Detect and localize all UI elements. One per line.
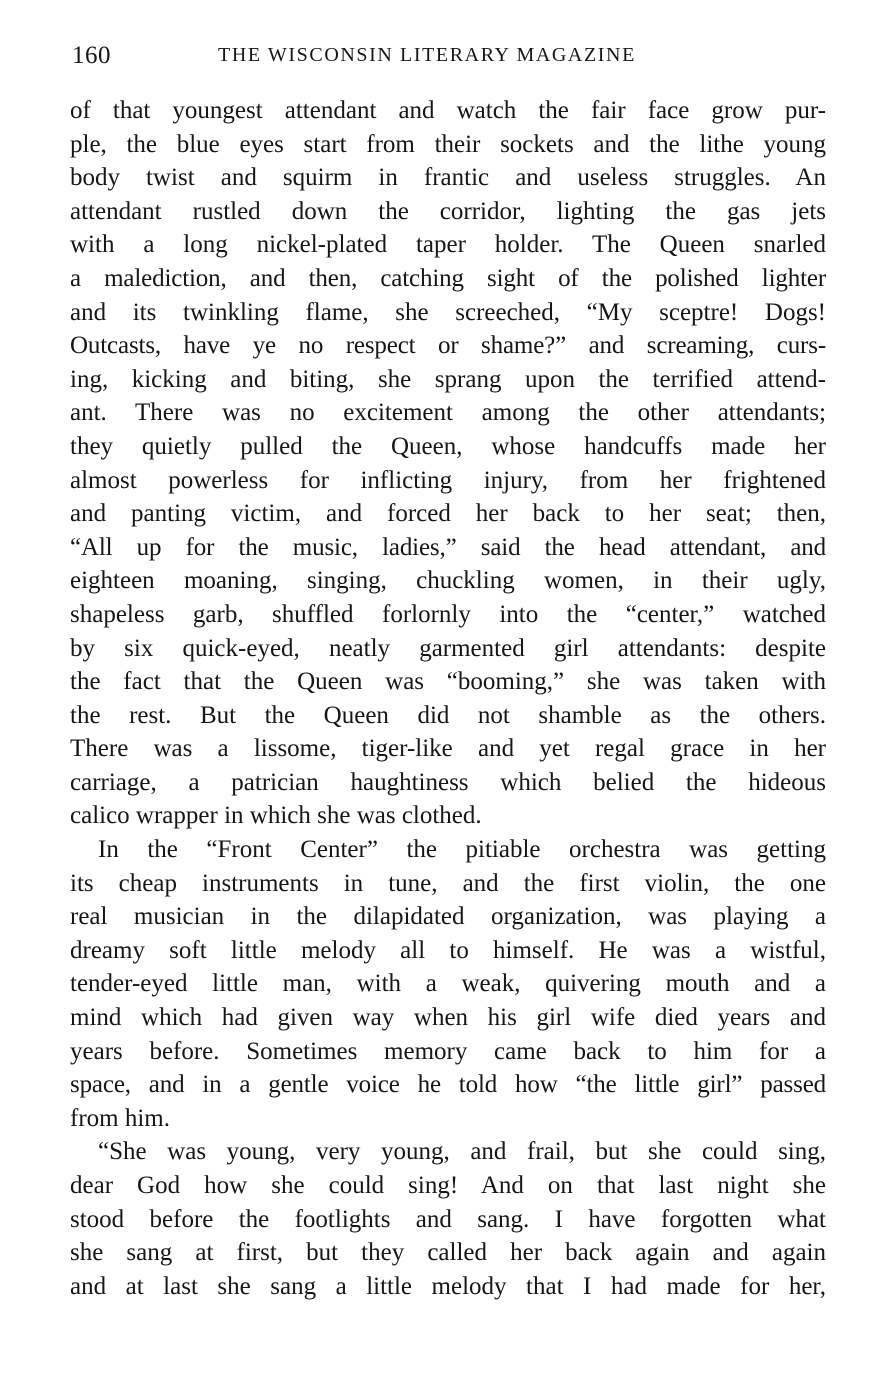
text-line: its cheap instruments in tune, and the first violin, the one — [70, 869, 826, 897]
text-line: dreamy soft little melody all to himself. He was a wistful, — [70, 936, 826, 964]
page-header — [72, 38, 832, 74]
text-line: stood before the footlights and sang. I have forgotten what — [70, 1205, 826, 1233]
text-line: the rest. But the Queen did not shamble as the others. — [70, 701, 826, 729]
text-line: with a long nickel-plated taper holder. The Queen snarled — [70, 231, 826, 259]
text-line: of that youngest attendant and watch the fair face grow pur- — [70, 97, 826, 124]
text-line: and panting victim, and forced her back to her seat; then, — [70, 500, 826, 528]
body-text — [70, 94, 826, 1303]
text-line: “She was young, very young, and frail, but she could sing, — [98, 1138, 826, 1166]
text-line: by six quick-eyed, neatly garmented girl attendants: despite — [70, 634, 826, 662]
text-line: attendant rustled down the corridor, lighting the gas jets — [70, 197, 826, 225]
page-number: 160 — [72, 42, 111, 69]
text-line: tender-eyed little man, with a weak, quivering mouth and a — [70, 970, 826, 998]
text-line: they quietly pulled the Queen, whose handcuffs made her — [70, 432, 826, 460]
text-line: ple, the blue eyes start from their sockets and the lithe young — [70, 130, 826, 158]
text-line: body twist and squirm in frantic and useless struggles. An — [70, 164, 826, 192]
text-line: dear God how she could sing! And on that last night she — [70, 1172, 826, 1199]
text-line: the fact that the Queen was “booming,” she was taken with — [70, 668, 826, 696]
text-line: from him. — [70, 1104, 170, 1132]
text-line: carriage, a patrician haughtiness which belied the hideous — [70, 768, 826, 796]
text-line: eighteen moaning, singing, chuckling women, in their ugly, — [70, 567, 826, 595]
text-line: shapeless garb, shuffled forlornly into the “center,” watched — [70, 600, 826, 628]
text-line: space, and in a gentle voice he told how “the little girl” passed — [70, 1071, 826, 1099]
text-line: calico wrapper in which she was clothed. — [70, 802, 482, 830]
running-head: THE WISCONSIN LITERARY MAGAZINE — [218, 44, 636, 66]
text-line: a malediction, and then, catching sight of the polished lighter — [70, 264, 826, 292]
text-line: almost powerless for inflicting injury, from her frightened — [70, 466, 826, 494]
text-line: real musician in the dilapidated organization, was playing a — [70, 903, 826, 931]
paragraph-1 — [70, 94, 826, 833]
text-line: ing, kicking and biting, she sprang upon the terrified attend- — [70, 365, 826, 393]
paragraph-2 — [70, 833, 826, 1135]
text-line: ant. There was no excitement among the other attendants; — [70, 399, 826, 427]
text-line: Outcasts, have ye no respect or shame?” and screaming, curs- — [70, 332, 826, 360]
text-line: and at last she sang a little melody that I had made for her, — [70, 1272, 826, 1300]
text-line: mind which had given way when his girl wife died years and — [70, 1004, 826, 1032]
text-line: “All up for the music, ladies,” said the head attendant, and — [70, 533, 826, 561]
text-line: In the “Front Center” the pitiable orchestra was getting — [98, 836, 826, 864]
text-line: and its twinkling flame, she screeched, “My sceptre! Dogs! — [70, 298, 826, 326]
text-line: years before. Sometimes memory came back to him for a — [70, 1037, 826, 1065]
paragraph-3 — [70, 1135, 826, 1303]
text-line: There was a lissome, tiger-like and yet regal grace in her — [70, 735, 826, 763]
text-line: she sang at first, but they called her back again and again — [70, 1239, 826, 1267]
